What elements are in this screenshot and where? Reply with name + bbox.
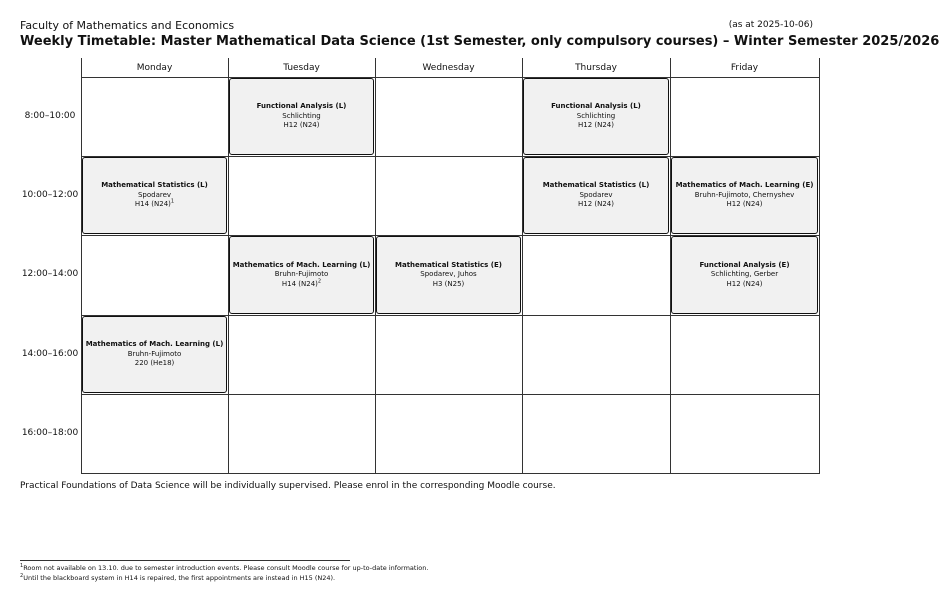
course-lecturer: Schlichting, Gerber [710, 270, 779, 279]
footnote-2-mark: 2 [20, 572, 24, 579]
course-name: Functional Analysis (L) [256, 102, 347, 111]
course-room [135, 359, 175, 369]
time-slot-label: 14:00–16:00 [21, 348, 79, 359]
time-slot-label: 12:00–14:00 [21, 269, 79, 279]
footnote-rule [20, 560, 350, 561]
time-slot-label: 8:00–10:00 [24, 110, 76, 121]
course-lecturer: Bruhn-Fujimoto [274, 270, 329, 279]
footnote-1-text: Room not available on 13.10. due to semester introduction events. Please consult Moodle course for up-to-date information. [23, 564, 429, 572]
footnote-marker: 1 [170, 198, 175, 205]
course-room-text: H3 (N25) [432, 279, 465, 288]
course-event[interactable] [523, 157, 669, 234]
course-room [578, 121, 614, 131]
course-name: Mathematical Statistics (L) [101, 181, 208, 190]
course-room-text: H12 (N24) [577, 121, 614, 130]
faculty-name: Faculty of Mathematics and Economics [20, 19, 235, 32]
course-room-text: H12 (N24) [726, 279, 763, 288]
course-room [433, 280, 465, 290]
footnote-1 [20, 564, 428, 572]
course-room [135, 200, 174, 210]
course-event[interactable] [229, 78, 374, 155]
page-title: Weekly Timetable: Master Mathematical Data Science (1st Semester, only compulsory courses) – Winter Semester 2025/2026 [20, 34, 939, 49]
course-name: Functional Analysis (L) [551, 102, 641, 111]
as-at-date: (as at 2025-10-06) [728, 20, 813, 30]
course-name: Mathematics of Mach. Learning (L) [232, 260, 371, 269]
course-name: Mathematics of Mach. Learning (E) [675, 181, 814, 190]
course-event[interactable] [376, 236, 521, 314]
course-event[interactable] [671, 236, 818, 314]
course-lecturer: Spodarev [579, 190, 613, 199]
supervision-note: Practical Foundations of Data Science will be individually supervised. Please enrol in the corresponding Moodle course. [20, 481, 556, 491]
course-room [578, 200, 614, 210]
grid-vline-0 [81, 58, 82, 474]
course-name: Functional Analysis (E) [699, 260, 790, 269]
course-event[interactable] [671, 157, 818, 234]
footnote-1-mark: 1 [20, 562, 24, 569]
course-room-text: H14 (N24) [281, 279, 318, 288]
course-name: Mathematical Statistics (E) [395, 260, 502, 269]
course-lecturer: Bruhn-Fujimoto [127, 349, 182, 358]
course-room-text: 220 (He18) [134, 359, 175, 368]
course-lecturer: Spodarev, Juhos [420, 270, 477, 279]
grid-hline-5 [81, 473, 819, 474]
footnote-2-text: Until the blackboard system in H14 is repaired, the first appointments are instead in H15 (N24). [23, 574, 336, 582]
course-room-text: H12 (N24) [283, 121, 320, 130]
course-event[interactable] [82, 157, 227, 234]
course-lecturer: Schlichting [282, 111, 321, 120]
course-room [282, 280, 321, 290]
course-event[interactable] [229, 236, 374, 314]
course-room-text: H12 (N24) [577, 200, 614, 209]
day-header-thursday: Thursday [575, 63, 617, 73]
course-room [283, 121, 319, 131]
course-lecturer: Spodarev [137, 190, 172, 199]
day-header-wednesday: Wednesday [422, 63, 475, 73]
course-name: Mathematics of Mach. Learning (L) [85, 340, 224, 349]
day-header-tuesday: Tuesday [283, 63, 320, 73]
course-name: Mathematical Statistics (L) [542, 181, 650, 190]
footnote-2 [20, 574, 335, 582]
time-slot-label: 16:00–18:00 [21, 427, 79, 438]
course-lecturer: Schlichting [576, 111, 616, 120]
day-header-friday: Friday [730, 63, 759, 73]
grid-hline-4 [81, 394, 819, 395]
day-header-monday: Monday [136, 63, 173, 73]
time-slot-label: 10:00–12:00 [21, 189, 79, 200]
grid-vline-5 [819, 58, 820, 474]
course-room-text: H14 (N24) [134, 200, 171, 209]
course-room [726, 280, 762, 290]
course-lecturer: Bruhn-Fujimoto, Chernyshev [694, 190, 795, 199]
footnote-marker: 2 [317, 278, 322, 285]
grid-hline-0 [81, 77, 819, 78]
course-event[interactable] [82, 316, 227, 393]
course-room [726, 200, 762, 210]
course-event[interactable] [523, 78, 669, 155]
timetable-grid [20, 58, 819, 474]
course-room-text: H12 (N24) [726, 200, 763, 209]
